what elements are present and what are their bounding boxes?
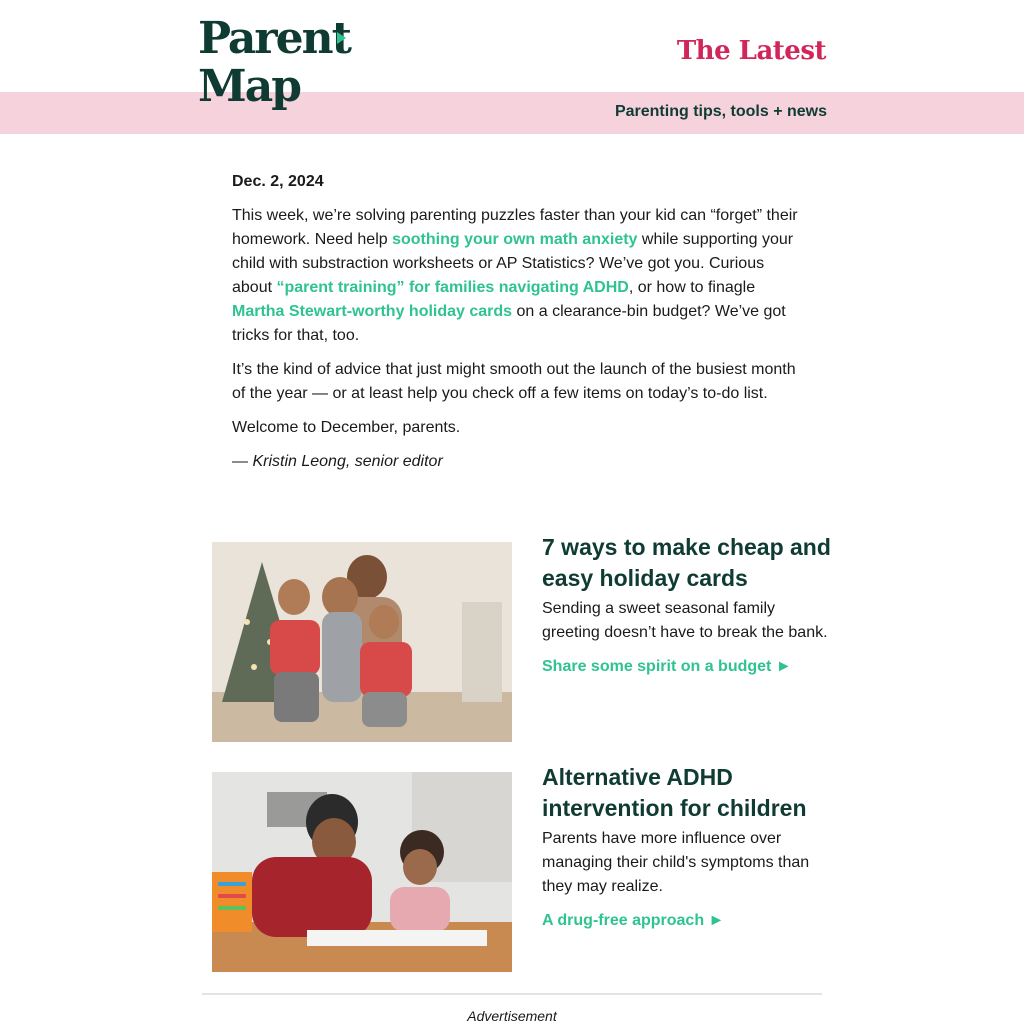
article-text <box>542 532 832 679</box>
issue-date: Dec. 2, 2024 <box>232 173 324 190</box>
intro-text: This week, we’re solving parenting puzzles faster than your kid can “forget” their homework. Need help <box>232 207 798 248</box>
family-holiday-photo[interactable] <box>212 542 512 742</box>
section-title: The Latest <box>676 36 826 66</box>
intro-paragraph-2: It’s the kind of advice that just might smooth out the launch of the busiest month of the year — or at least help you check off a few items on today’s to-do list. <box>232 361 796 402</box>
newsletter-header <box>0 0 1024 134</box>
math-anxiety-link[interactable]: soothing your own math anxiety <box>392 231 638 248</box>
article-cta-link[interactable]: Share some spirit on a budget ► <box>542 658 792 675</box>
parent-training-link[interactable]: “parent training” for families navigating ADHD <box>276 279 629 296</box>
intro-text: on a clearance-bin budget? We’ve got tricks for that, too. <box>232 303 786 344</box>
parentmap-logo[interactable] <box>198 13 358 126</box>
divider <box>202 993 822 995</box>
tagline-band <box>0 92 1024 134</box>
article-title[interactable]: 7 ways to make cheap and easy holiday cards <box>542 534 831 591</box>
article-card <box>212 762 824 972</box>
intro-paragraph-3: Welcome to December, parents. <box>232 419 461 436</box>
logo-play-icon <box>337 32 346 44</box>
holiday-cards-link[interactable]: Martha Stewart-worthy holiday cards <box>232 303 513 320</box>
article-cta-link[interactable]: A drug-free approach ► <box>542 912 725 929</box>
intro-text: while supporting your child with substraction worksheets or AP Statistics? We’ve got you. Curious about <box>232 231 794 296</box>
advertisement-label: Advertisement <box>467 1008 557 1024</box>
article-text <box>542 762 832 933</box>
intro-text: , or how to finagle <box>628 279 756 296</box>
logo-word-map: Map <box>198 61 300 112</box>
article-title[interactable]: Alternative ADHD intervention for children <box>542 764 807 821</box>
logo-word-parent: Parent <box>198 13 350 64</box>
father-daughter-homework-photo[interactable] <box>212 772 512 972</box>
intro-paragraph-1 <box>232 204 802 348</box>
editor-intro <box>232 170 802 484</box>
article-description: Sending a sweet seasonal family greeting doesn’t have to break the bank. <box>542 600 828 641</box>
article-card <box>212 532 831 742</box>
article-description: Parents have more influence over managing their child's symptoms than they may realize. <box>542 830 810 895</box>
tagline: Parenting tips, tools + news <box>614 103 827 120</box>
editor-signoff: — Kristin Leong, senior editor <box>232 453 443 470</box>
